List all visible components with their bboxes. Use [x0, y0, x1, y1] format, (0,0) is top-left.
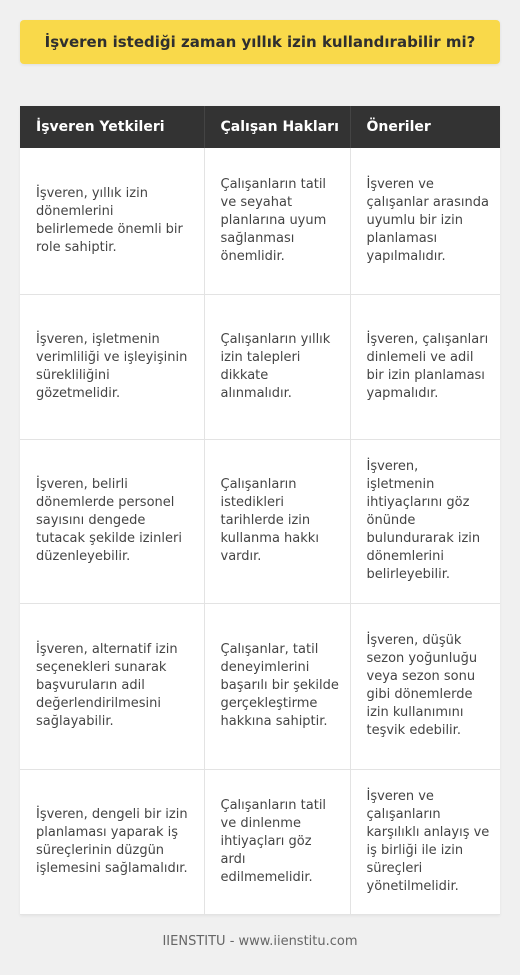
- table-cell: İşveren, işletmenin ihtiyaçlarını göz önünde bulundurarak izin dönemlerini belirleyebilir.: [350, 439, 500, 603]
- table-cell: İşveren, belirli dönemlerde personel sayısını dengede tutacak şekilde izinleri düzenleyebilir.: [20, 439, 204, 603]
- table-cell: Çalışanlar, tatil deneyimlerini başarılı bir şekilde gerçekleştirme hakkına sahiptir.: [204, 603, 350, 769]
- table-cell: İşveren ve çalışanlar arasında uyumlu bir izin planlaması yapılmalıdır.: [350, 148, 500, 294]
- table-cell: İşveren, alternatif izin seçenekleri sunarak başvuruların adil değerlendirilmesini sağlayabilir.: [20, 603, 204, 769]
- table-cell: İşveren ve çalışanların karşılıklı anlayış ve iş birliği ile izin süreçleri yönetilmelidir.: [350, 769, 500, 914]
- table-cell: Çalışanların tatil ve dinlenme ihtiyaçları göz ardı edilmemelidir.: [204, 769, 350, 914]
- column-header-employer-powers: İşveren Yetkileri: [20, 106, 204, 148]
- comparison-table: [20, 106, 500, 915]
- table-cell: İşveren, işletmenin verimliliği ve işleyişinin sürekliliğini gözetmelidir.: [20, 294, 204, 439]
- table-header-row: [20, 106, 500, 148]
- table-cell: İşveren, dengeli bir izin planlaması yaparak iş süreçlerinin düzgün işlemesini sağlamalıdır.: [20, 769, 204, 914]
- page-title: İşveren istediği zaman yıllık izin kullandırabilir mi?: [44, 33, 476, 51]
- table-row: [20, 439, 500, 603]
- table-cell: İşveren, düşük sezon yoğunluğu veya sezon sonu gibi dönemlerde izin kullanımını teşvik edebilir.: [350, 603, 500, 769]
- column-header-employee-rights: Çalışan Hakları: [204, 106, 350, 148]
- table-cell: İşveren, yıllık izin dönemlerini belirlemede önemli bir role sahiptir.: [20, 148, 204, 294]
- table-row: [20, 148, 500, 294]
- column-header-recommendations: Öneriler: [350, 106, 500, 148]
- table-cell: Çalışanların tatil ve seyahat planlarına uyum sağlanması önemlidir.: [204, 148, 350, 294]
- title-banner: [20, 20, 500, 64]
- table-row: [20, 603, 500, 769]
- table-cell: Çalışanların istedikleri tarihlerde izin kullanma hakkı vardır.: [204, 439, 350, 603]
- table-cell: Çalışanların yıllık izin talepleri dikkate alınmalıdır.: [204, 294, 350, 439]
- footer-credit: IIENSTITU - www.iienstitu.com: [162, 934, 358, 949]
- table-row: [20, 769, 500, 914]
- table-row: [20, 294, 500, 439]
- table-cell: İşveren, çalışanları dinlemeli ve adil bir izin planlaması yapmalıdır.: [350, 294, 500, 439]
